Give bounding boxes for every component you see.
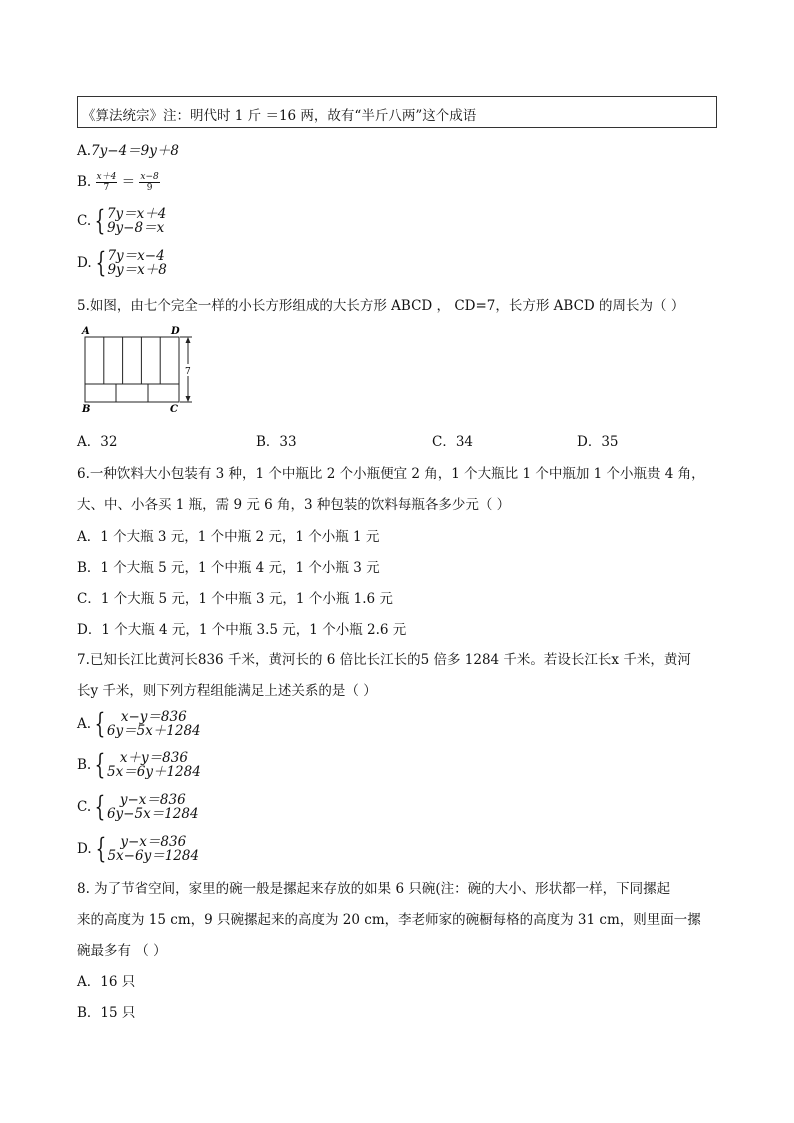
brace-icon: { (94, 748, 106, 781)
q8-stem-line-3: 碗最多有 （ ） (77, 943, 167, 959)
q5-rectangle-figure (76, 324, 196, 416)
arrow-up-icon (186, 337, 191, 343)
q6-stem-line-1: 6.一种饮料大小包装有 3 种，1 个中瓶比 2 个小瓶便宜 2 角，1 个大瓶比 1 个中瓶加 1 个小瓶贵 4 角， (77, 466, 705, 482)
q6-stem-line-2: 大、中、小各买 1 瓶，需 9 元 6 角，3 种包装的饮料每瓶各多少元（ ） (77, 497, 511, 513)
option-label: B. (77, 174, 92, 190)
fraction-left: $\frac{x+4}{7}$ (96, 172, 117, 193)
q4-option-c[interactable] (77, 204, 167, 237)
vertex-label-b: B (82, 404, 91, 415)
q5-stem: 5.如图，由七个完全一样的小长方形组成的大长方形 ABCD ， CD=7，长方形 ABCD 的周长为（ ） (77, 298, 685, 314)
vertex-label-d: D (171, 326, 180, 337)
brace-icon: { (94, 707, 106, 740)
q8-stem-line-1: 8. 为了节省空间，家里的碗一般是摞起来存放的如果 6 只碗(注：碗的大小、形状都一样，下同摞起 (77, 881, 671, 897)
q5-option-b[interactable]: B．33 (256, 434, 297, 450)
q7-option-a[interactable] (77, 707, 201, 740)
option-label: B. (77, 757, 92, 773)
q4-option-a[interactable] (77, 139, 179, 159)
outer-rectangle (85, 337, 179, 402)
q4-option-b[interactable] (77, 170, 160, 193)
equals-sign: ＝ (121, 174, 136, 190)
arrow-down-icon (186, 396, 191, 402)
q7-stem-line-1: 7.已知长江比黄河长836 千米，黄河长的 6 倍比长江长的5 倍多 1284 千米。若设长江长x 千米，黄河 (77, 652, 691, 668)
q7-option-c[interactable] (77, 790, 199, 823)
q6-option-a[interactable]: A．1 个大瓶 3 元，1 个中瓶 2 元，1 个小瓶 1 元 (77, 529, 380, 545)
brace-icon: { (95, 832, 106, 865)
equation-system: x−y＝836 6y＝5x＋1284 (106, 709, 201, 739)
option-label: D. (77, 841, 92, 857)
q8-option-a[interactable]: A．16 只 (77, 974, 136, 990)
q4-option-d[interactable] (77, 246, 167, 279)
note-box (77, 96, 717, 128)
q8-stem-line-2: 来的高度为 15 cm，9 只碗摞起来的高度为 20 cm，李老师家的碗橱每格的高度为 31 cm，则里面一摞 (77, 912, 701, 928)
q5-option-d[interactable]: D．35 (577, 434, 619, 450)
brace-icon: { (94, 204, 106, 237)
q8-option-b[interactable]: B．15 只 (77, 1005, 136, 1021)
equation-system: 7y＝x−4 9y＝x＋8 (107, 248, 167, 278)
option-label: D. (77, 255, 92, 271)
equation-system: y−x＝836 6y−5x＝1284 (106, 792, 199, 822)
side-length-label: 7 (185, 367, 191, 377)
option-label: C. (77, 213, 92, 229)
option-label: A. (77, 716, 92, 732)
equation-system: x＋y＝836 5x＝6y＋1284 (107, 750, 201, 780)
q6-option-d[interactable]: D．1 个大瓶 4 元，1 个中瓶 3.5 元，1 个小瓶 2.6 元 (77, 622, 407, 638)
equation-system: y−x＝836 5x−6y＝1284 (107, 834, 200, 864)
equation-system: 7y＝x＋4 9y−8＝x (106, 206, 167, 236)
q7-option-d[interactable] (77, 832, 200, 865)
q6-option-c[interactable]: C．1 个大瓶 5 元，1 个中瓶 3 元，1 个小瓶 1.6 元 (77, 591, 393, 607)
q5-option-c[interactable]: C．34 (432, 434, 474, 450)
q7-option-b[interactable] (77, 748, 201, 781)
option-label: C. (77, 799, 92, 815)
fraction-right: $\frac{x-8}{9}$ (140, 172, 159, 193)
option-label: A. (77, 143, 92, 159)
brace-icon: { (94, 790, 106, 823)
q5-option-a[interactable]: A．32 (77, 434, 118, 450)
brace-icon: { (95, 246, 106, 279)
vertex-label-c: C (170, 404, 178, 415)
note-text: 《算法统宗》注：明代时 1 斤 ＝16 两，故有“半斤八两”这个成语 (82, 108, 477, 124)
vertex-label-a: A (82, 326, 90, 337)
q7-stem-line-2: 长y 千米，则下列方程组能满足上述关系的是（ ） (77, 683, 377, 699)
equation: 7y−4＝9y＋8 (91, 143, 179, 159)
q6-option-b[interactable]: B．1 个大瓶 5 元，1 个中瓶 4 元，1 个小瓶 3 元 (77, 560, 380, 576)
